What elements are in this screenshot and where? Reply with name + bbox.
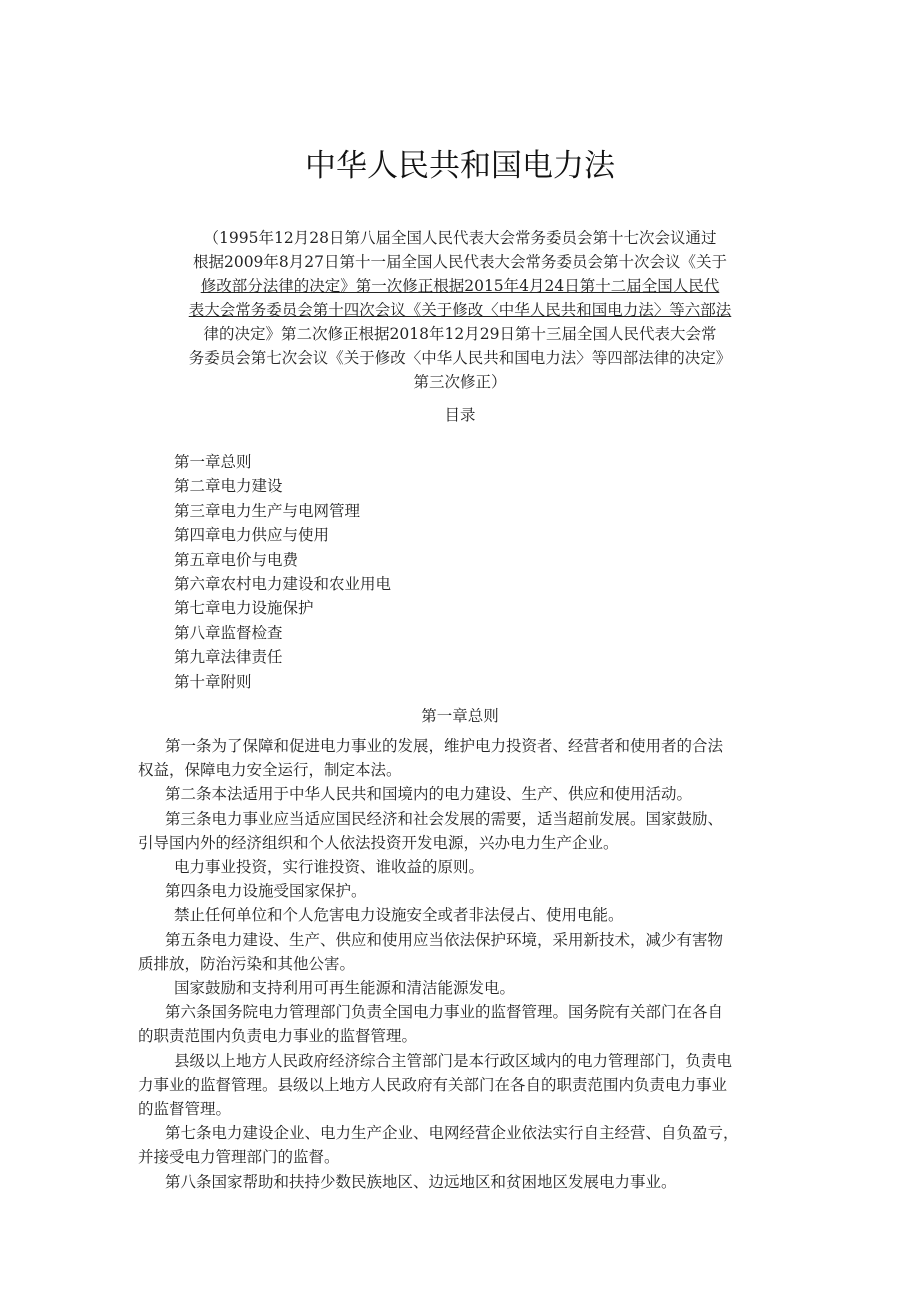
body-line: 县级以上地方人民政府经济综合主管部门是本行政区域内的电力管理部门，负责电 bbox=[174, 1051, 733, 1070]
body-line: 并接受电力管理部门的监督。 bbox=[138, 1148, 340, 1167]
body-line: 力事业的监督管理。县级以上地方人民政府有关部门在各自的职责范围内负责电力事业 bbox=[138, 1075, 728, 1094]
chapter-body bbox=[138, 734, 788, 1194]
body-line: 禁止任何单位和个人危害电力设施安全或者非法侵占、使用电能。 bbox=[174, 906, 624, 925]
preamble-line: 修改部分法律的决定》第一次修正根据2015年4月24日第十二届全国人民代 bbox=[200, 277, 720, 295]
body-line: 第一条为了保障和促进电力事业的发展，维护电力投资者、经营者和使用者的合法 bbox=[165, 737, 724, 755]
body-line: 质排放，防治污染和其他公害。 bbox=[138, 954, 356, 973]
body-line: 电力事业投资，实行谁投资、谁收益的原则。 bbox=[174, 858, 485, 877]
toc-item: 第五章电价与电费 bbox=[174, 550, 299, 569]
body-line: 引导国内外的经济组织和个人依法投资开发电源，兴办电力生产企业。 bbox=[138, 833, 619, 852]
toc-heading: 目录 bbox=[444, 406, 476, 424]
body-line: 第二条本法适用于中华人民共和国境内的电力建设、生产、供应和使用活动。 bbox=[165, 785, 693, 804]
toc-item: 第六章农村电力建设和农业用电 bbox=[174, 575, 392, 594]
toc-item: 第三章电力生产与电网管理 bbox=[174, 501, 361, 520]
toc-item: 第四章电力供应与使用 bbox=[174, 526, 330, 545]
body-line: 国家鼓励和支持利用可再生能源和清洁能源发电。 bbox=[174, 979, 516, 998]
toc-item: 第八章监督检查 bbox=[174, 623, 283, 642]
toc-item: 第二章电力建设 bbox=[174, 477, 283, 496]
body-line: 权益，保障电力安全运行，制定本法。 bbox=[138, 761, 402, 780]
body-line: 第八条国家帮助和扶持少数民族地区、边远地区和贫困地区发展电力事业。 bbox=[165, 1172, 677, 1191]
preamble-line: 表大会常务委员会第十四次会议《关于修改〈中华人民共和国电力法〉等六部法 bbox=[188, 301, 732, 319]
toc-item: 第七章电力设施保护 bbox=[174, 599, 314, 618]
preamble-line: 律的决定》第二次修正根据2018年12月29日第十三届全国人民代表大会常 bbox=[203, 325, 717, 343]
body-line: 第四条电力设施受国家保护。 bbox=[165, 882, 367, 901]
toc-item: 第一章总则 bbox=[174, 453, 252, 471]
toc-item: 第九章法律责任 bbox=[174, 648, 283, 667]
body-line: 第七条电力建设企业、电力生产企业、电网经营企业依法实行自主经营、自负盈亏， bbox=[165, 1124, 739, 1143]
body-line: 的监督管理。 bbox=[138, 1100, 232, 1119]
preamble-line: 第三次修正） bbox=[413, 373, 507, 391]
body-line: 第五条电力建设、生产、供应和使用应当依法保护环境，采用新技术，减少有害物 bbox=[165, 930, 724, 949]
preamble bbox=[160, 226, 760, 394]
preamble-line: （1995年12月28日第八届全国人民代表大会常务委员会第十七次会议通过 bbox=[203, 229, 717, 247]
page-title: 中华人民共和国电力法 bbox=[305, 148, 615, 184]
body-line: 第六条国务院电力管理部门负责全国电力事业的监督管理。国务院有关部门在各自 bbox=[165, 1003, 724, 1022]
chapter-heading: 第一章总则 bbox=[421, 707, 499, 725]
toc-item: 第十章附则 bbox=[174, 672, 252, 691]
preamble-line: 务委员会第七次会议《关于修改〈中华人民共和国电力法〉等四部法律的决定》 bbox=[188, 349, 732, 367]
body-line: 第三条电力事业应当适应国民经济和社会发展的需要，适当超前发展。国家鼓励、 bbox=[165, 809, 724, 828]
body-line: 的职责范围内负责电力事业的监督管理。 bbox=[138, 1027, 418, 1046]
preamble-line: 根据2009年8月27日第十一届全国人民代表大会常务委员会第十次会议《关于 bbox=[192, 253, 728, 271]
table-of-contents bbox=[174, 450, 391, 694]
